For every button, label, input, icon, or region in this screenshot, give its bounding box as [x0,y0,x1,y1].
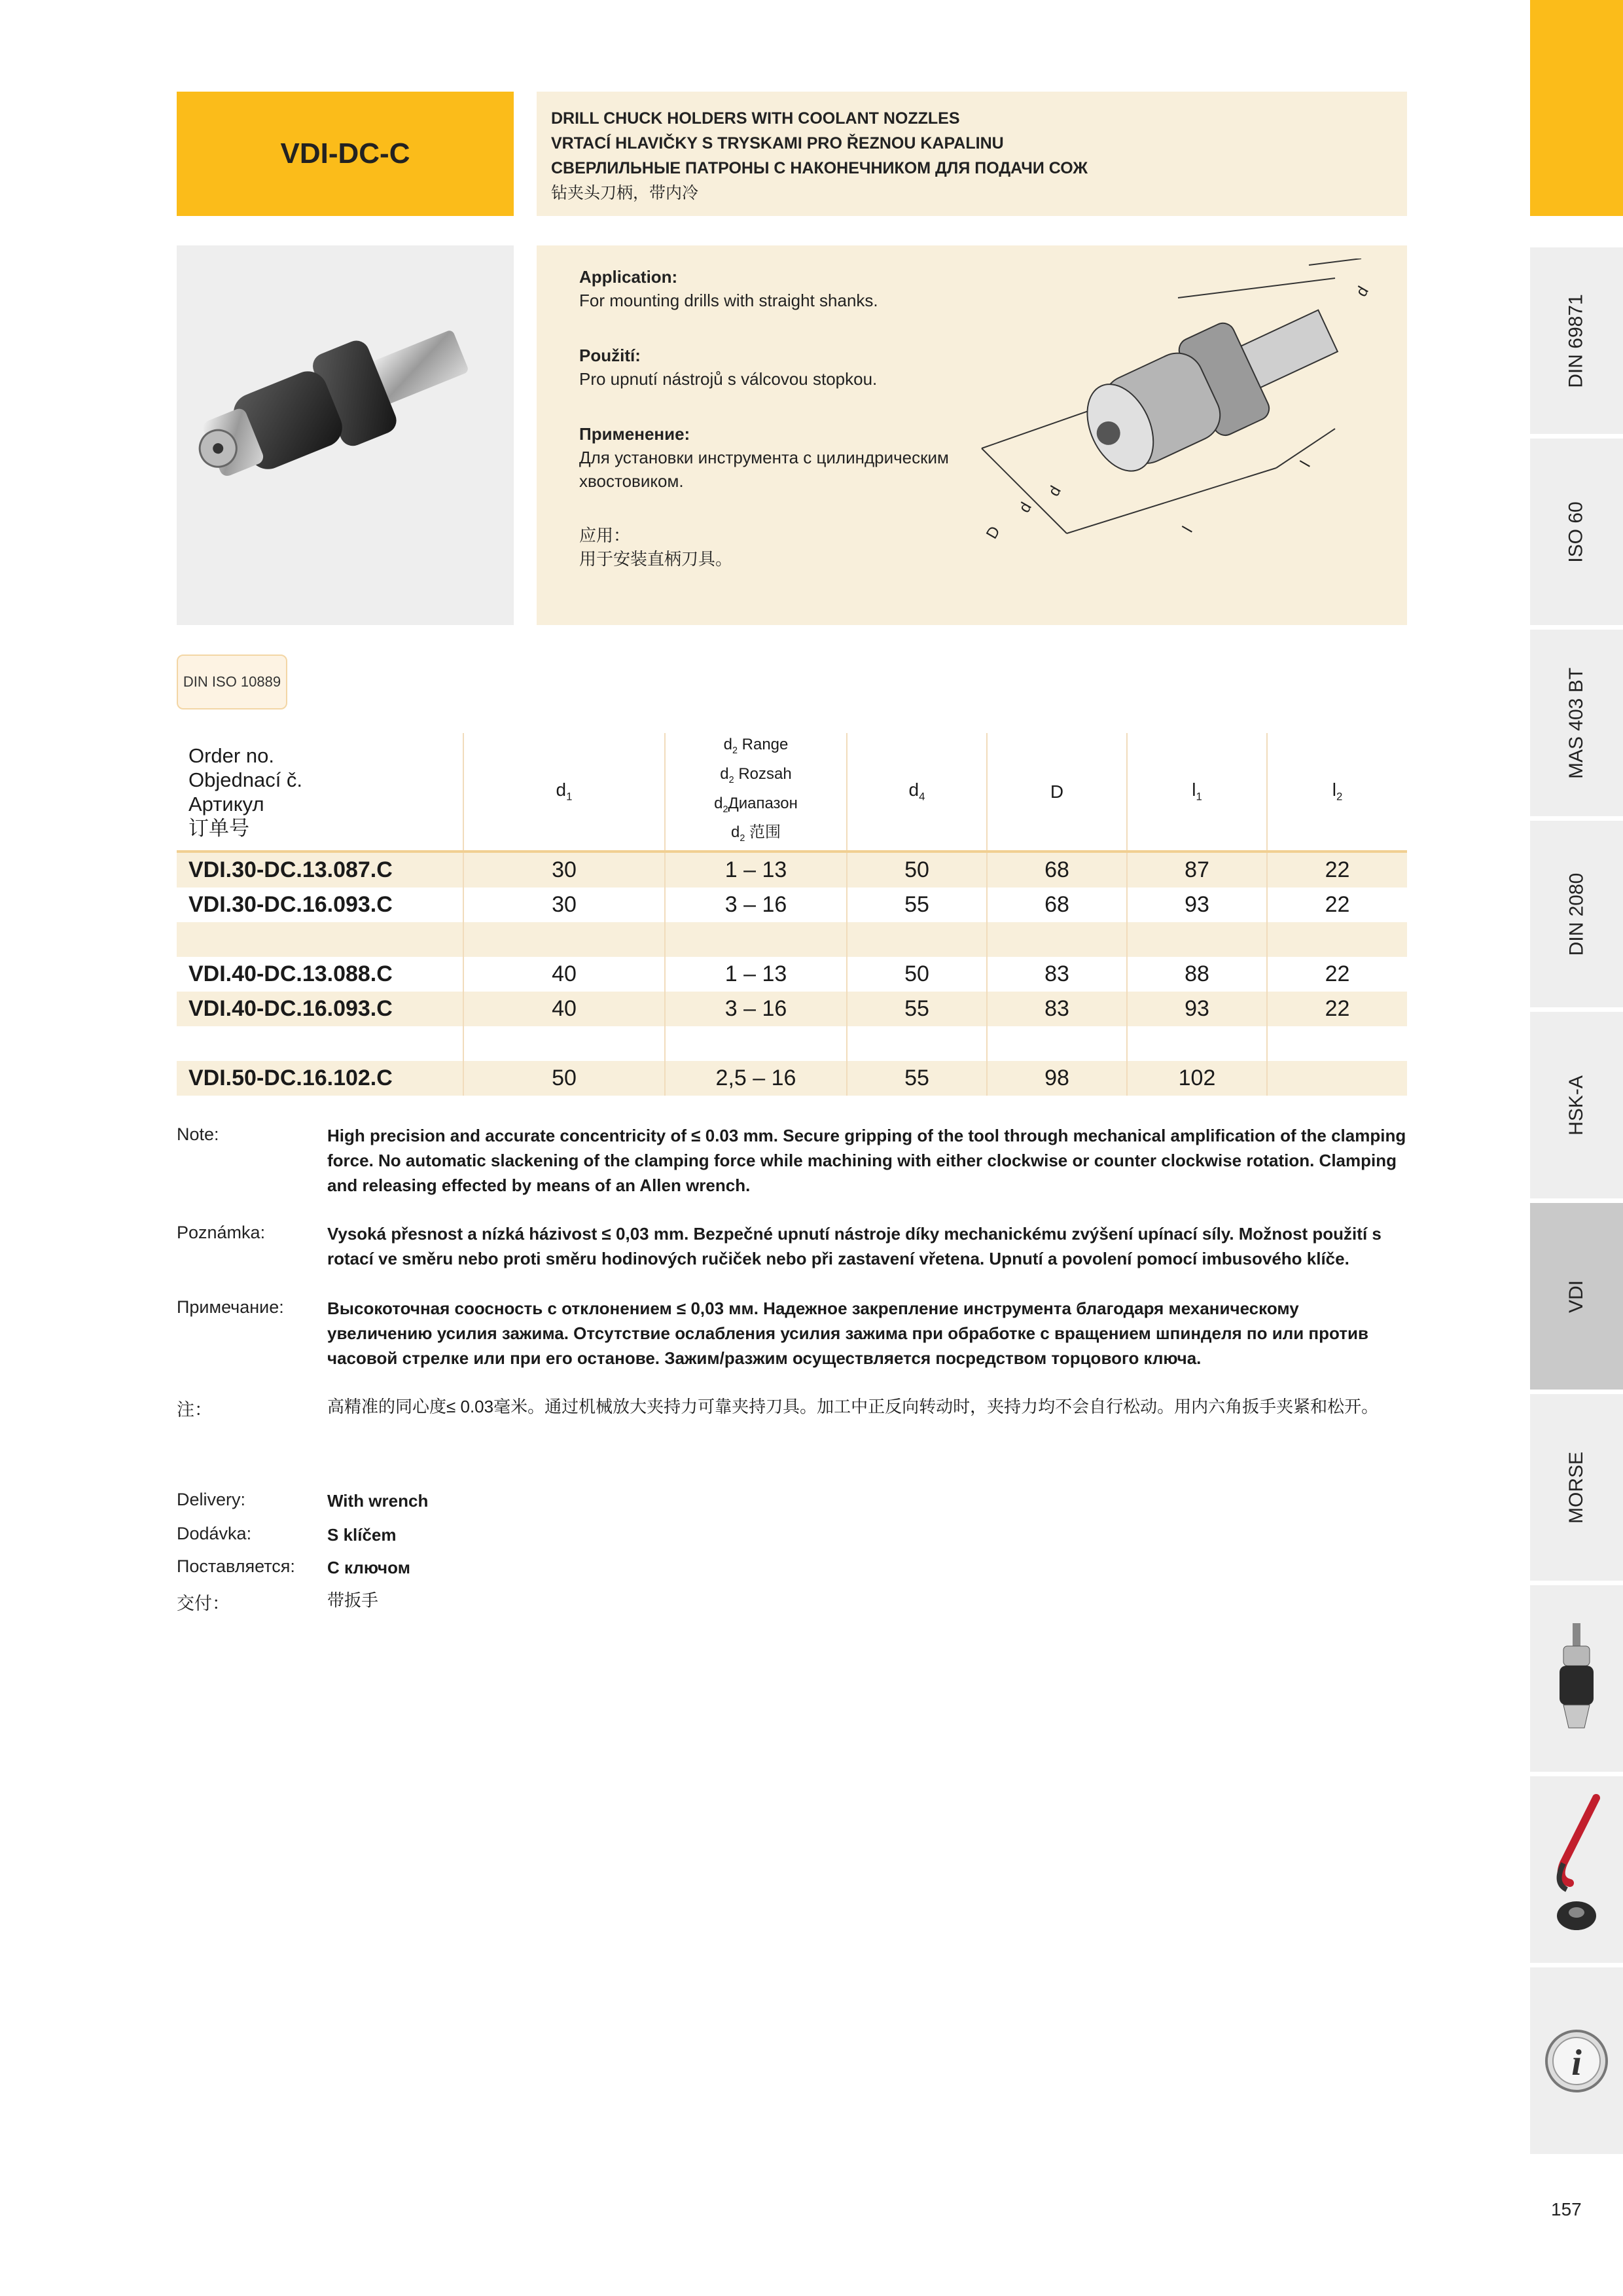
delivery-cz-label: Dodávka: [177,1524,252,1543]
table-row [177,992,1407,1026]
table-row [177,957,1407,992]
sidebar-item-morse[interactable]: MORSE [1530,1394,1623,1583]
order-number-cell: VDI.30-DC.16.093.C [188,892,393,918]
table-cell: 22 [1267,852,1407,888]
application-ru-heading: Применение: [579,424,690,444]
table-cell: 3 – 16 [665,992,847,1026]
desc-ru: СВЕРЛИЛЬНЫЕ ПАТРОНЫ С НАКОНЕЧНИКОМ ДЛЯ ПОДАЧИ СОЖ [551,159,1088,177]
sidebar-item-din2080[interactable]: DIN 2080 [1530,821,1623,1010]
table-cell: 83 [987,992,1127,1026]
table-cell: 3 – 16 [665,888,847,922]
note-en-label: Note: [177,1124,219,1144]
sidebar-item-vdi[interactable]: VDI [1530,1203,1623,1392]
label-l1: l [1179,523,1196,535]
table-cell: 30 [463,888,665,922]
order-number-cell: VDI.50-DC.16.102.C [177,1061,463,1096]
table-cell: 55 [847,1061,987,1096]
application-ru-text: Для установки инструмента с цилиндрическим хвостовиком. [579,448,949,491]
table-cell [665,1026,847,1061]
header-d4: $d_4$ [847,733,987,852]
table-row [177,852,1407,888]
delivery-ru: С ключом [327,1558,410,1577]
table-row [177,1026,1407,1061]
table-cell: 40 [463,957,665,992]
sidebar-item-mas403bt[interactable]: MAS 403 BT [1530,630,1623,819]
sidebar-item-hska[interactable]: HSK-A [1530,1012,1623,1201]
table-cell [987,1026,1127,1061]
table-cell: 1 – 13 [665,852,847,888]
table-cell [987,922,1127,957]
desc-zh: 钻夹头刀柄，带内冷 [551,184,699,202]
application-zh [579,524,985,571]
delivery-cz: S klíčem [327,1525,397,1545]
label-l2: l [1296,457,1314,470]
sidebar-item-iso60[interactable]: ISO 60 [1530,439,1623,628]
drill-chuck-icon [1550,1620,1603,1738]
table-cell [1267,922,1407,957]
note-ru: Высокоточная соосность с отклонением ≤ 0,03 мм. Надежное закрепление инструмента благодаря механическому увеличению усилия зажима. Отсутствие ослабления усилия зажима при обработке с вращением шпинделя по или против часовой стрелке или при его останове. Зажим/разжим осуществляется посредством торцового ключа. [327,1299,1368,1368]
table-cell: 22 [1267,957,1407,992]
table-row [177,888,1407,922]
desc-en: DRILL CHUCK HOLDERS WITH COOLANT NOZZLES [551,109,960,128]
product-description [537,92,1407,216]
delivery-en: With wrench [327,1491,429,1511]
desc-cz: VRTACÍ HLAVIČKY S TRYSKAMI PRO ŘEZNOU KAPALINU [551,134,1004,152]
table-cell: 22 [1267,992,1407,1026]
order-number-cell: VDI.40-DC.13.088.C [188,961,393,987]
table-cell: 68 [987,852,1127,888]
application-cz-text: Pro upnutí nástrojů s válcovou stopkou. [579,369,878,389]
table-cell: 88 [1127,957,1267,992]
delivery-zh-label: 交付： [177,1594,230,1613]
label-d1: d [1352,283,1372,300]
table-cell: 93 [1127,992,1267,1026]
table-cell [1127,922,1267,957]
application-zh-heading: 应用： [579,526,631,545]
svg-text:i: i [1571,2042,1582,2083]
order-number-cell: VDI.40-DC.16.093.C [177,992,463,1026]
table-cell: 98 [987,1061,1127,1096]
table-cell [847,922,987,957]
page-number: 157 [1551,2199,1582,2219]
table-cell: 1 – 13 [665,957,847,992]
table-cell [463,922,665,957]
page-title: VDI-DC-C [177,92,514,216]
delivery-en-label: Delivery: [177,1490,246,1509]
table-row [177,922,1407,957]
header-D: D [987,733,1127,852]
application-en-text: For mounting drills with straight shanks. [579,291,878,310]
order-number-cell: VDI.30-DC.13.087.C [177,852,463,888]
table-cell: 87 [1127,852,1267,888]
application-cz-heading: Použití: [579,346,641,365]
order-number-cell [177,1026,463,1061]
application-ru [579,422,985,493]
application-zh-text: 用于安装直柄刀具。 [579,549,733,569]
note-zh: 高精准的同心度≤ 0.03毫米。通过机械放大夹持力可靠夹持刀具。加工中正反向转动时，夹持力均不会自行松动。用内六角扳手夹紧和松开。 [327,1397,1379,1416]
header-l2: $l_2$ [1267,733,1407,852]
sidebar-item-din69871[interactable]: DIN 69871 [1530,247,1623,437]
table-cell: 55 [847,992,987,1026]
product-table [177,733,1407,1096]
note-cz: Vysoká přesnost a nízká házivost ≤ 0,03 mm. Bezpečné upnutí nástroje díky mechanickému zvýšení upínací síly. Možnost použití s rotací ve směru nebo proti směru hodinových ručiček nebo při zastavení vřetena. Upnutí a povolení pomocí imbusového klíče. [327,1224,1382,1268]
table-cell: 50 [847,957,987,992]
table-cell: 50 [847,852,987,888]
note-cz-label: Poznámka: [177,1223,266,1242]
table-cell: 93 [1127,888,1267,922]
label-d4: d [1015,499,1035,516]
note-ru-label: Примечание: [177,1297,284,1317]
label-D: D [982,523,1004,542]
sidebar-item-wrench[interactable] [1530,1776,1623,1965]
product-photo [177,245,514,625]
sidebar-item-chuck[interactable] [1530,1585,1623,1774]
table-cell [1267,1026,1407,1061]
header-order-no: Order no. Objednací č. Артикул 订单号 [188,744,303,840]
standard-badge: DIN ISO 10889 [177,655,287,709]
application-en [579,265,985,312]
application-cz [579,344,985,391]
wrench-icon [1544,1791,1609,1948]
table-cell: 40 [463,992,665,1026]
table-cell: 102 [1127,1061,1267,1096]
note-en: High precision and accurate concentricity of ≤ 0.03 mm. Secure gripping of the tool through mechanical amplification of the clamping force. No automatic slackening of the clamping force while machining with either clockwise or counter clockwise rotation. Clamping and releasing effected by means of an Allen wrench. [327,1126,1406,1195]
application-panel [537,245,1407,625]
table-cell: 22 [1267,888,1407,922]
table-cell: 2,5 – 16 [665,1061,847,1096]
sidebar-accent [1530,0,1623,216]
application-en-heading: Application: [579,267,678,287]
table-cell [1267,1061,1407,1096]
table-cell [1127,1026,1267,1061]
delivery-ru-label: Поставляется: [177,1556,295,1576]
header-d1: $d_1$ [463,733,665,852]
table-row [177,1061,1407,1096]
delivery-zh: 带扳手 [327,1590,379,1610]
header-d2-range: $d_2$ Range $d_2$ Rozsah $d_2Диапазон$ $d_2$ 范围 [665,733,847,852]
info-icon [1541,2025,1613,2097]
sidebar-item-info[interactable] [1530,1967,1623,2157]
note-zh-label: 注： [177,1400,212,1420]
table-cell: 83 [987,957,1127,992]
label-d2: d [1044,482,1065,499]
table-cell: 50 [463,1061,665,1096]
table-cell [463,1026,665,1061]
table-cell [665,922,847,957]
header-l1: $l_1$ [1127,733,1267,852]
technical-drawing [969,259,1400,612]
order-number-cell [177,922,463,957]
table-cell: 55 [847,888,987,922]
table-cell: 68 [987,888,1127,922]
table-cell: 30 [463,852,665,888]
table-cell [847,1026,987,1061]
table-header [177,733,1407,852]
